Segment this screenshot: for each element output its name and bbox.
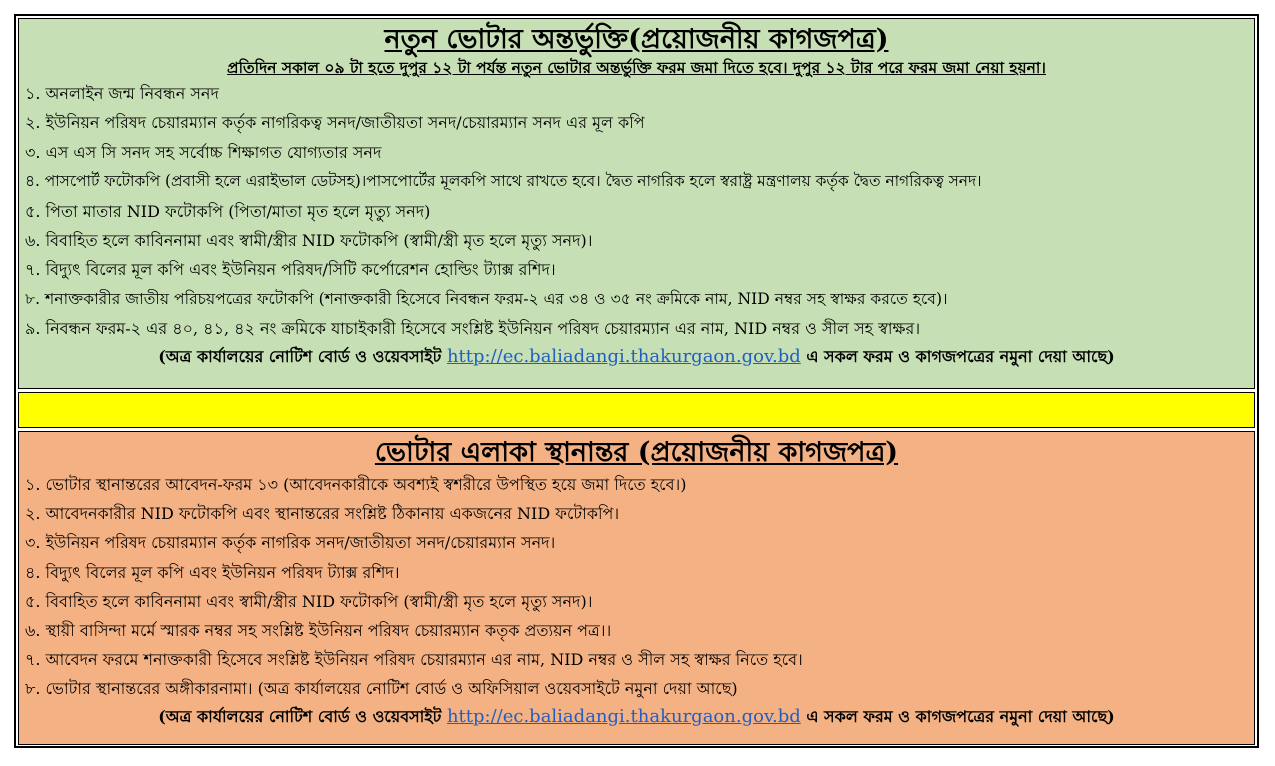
list-item: ৫. বিবাহিত হলে কাবিননামা এবং স্বামী/স্ত্রীর NID ফটোকপি (স্বামী/স্ত্রী মৃত হলে মৃত্যু সনদ)।: [25, 591, 593, 611]
transfer-footer: [19, 704, 1254, 730]
new-voter-requirements-list: [19, 79, 1254, 344]
new-voter-footer: [19, 344, 1254, 370]
transfer-section: [18, 431, 1255, 745]
list-item: ২. আবেদনকারীর NID ফটোকপি এবং স্থানান্তরের সংশ্লিষ্ট ঠিকানায় একজনের NID ফটোকপি।: [25, 504, 620, 524]
submission-time-notice: প্রতিদিন সকাল ০৯ টা হতে দুপুর ১২ টা পর্যন্ত নতুন ভোটার অন্তর্ভুক্তি ফরম জমা দিতে হবে। দুপুর ১২ টার পরে ফরম জমা নেয়া হয়না।: [227, 58, 1046, 77]
list-item: ৪. বিদ্যুৎ বিলের মূল কপি এবং ইউনিয়ন পরিষদ ট্যাক্স রশিদ।: [25, 562, 400, 582]
new-voter-title: নতুন ভোটার অন্তর্ভুক্তি(প্রয়োজনীয় কাগজপত্র): [384, 24, 889, 55]
notice-table: [14, 14, 1259, 748]
list-item: ৬. স্থায়ী বাসিন্দা মর্মে স্মারক নম্বর সহ সংশ্লিষ্ট ইউনিয়ন পরিষদ চেয়ারম্যান কতৃক প্রত্যয়ন পত্র।।: [25, 621, 612, 641]
list-item: ৭. বিদ্যুৎ বিলের মূল কপি এবং ইউনিয়ন পরিষদ/সিটি কর্পোরেশন হোল্ডিং ট্যাক্স রশিদ।: [25, 260, 556, 280]
transfer-requirements-list: [19, 470, 1254, 704]
list-item: ৩. ইউনিয়ন পরিষদ চেয়ারম্যান কর্তৃক নাগরিক সনদ/জাতীয়তা সনদ/চেয়ারম্যান সনদ।: [25, 533, 556, 553]
website-link[interactable]: http://ec.baliadangi.thakurgaon.gov.bd: [446, 705, 801, 727]
new-voter-section: [18, 18, 1255, 389]
list-item: ৪. পাসপোর্ট ফটোকপি (প্রবাসী হলে এরাইভাল ডেটসহ)।পাসপোর্টের মূলকপি সাথে রাখতে হবে। দ্বৈত নাগরিক হলে স্বরাষ্ট্র মন্ত্রণালয় কর্তৃক দ্বৈত নাগরিকত্ব সনদ।: [25, 172, 982, 191]
list-item: ১. অনলাইন জন্ম নিবন্ধন সনদ: [25, 84, 219, 103]
list-item: ৮. ভোটার স্থানান্তরের অঙ্গীকারনামা। (অত্র কার্যালয়ের নোটিশ বোর্ড ও অফিসিয়াল ওয়েবসাইটে নমুনা দেয়া আছে): [25, 679, 738, 699]
transfer-title: ভোটার এলাকা স্থানান্তর (প্রয়োজনীয় কাগজপত্র): [374, 437, 899, 468]
footer-text-before: (অত্র কার্যালয়ের নোটিশ বোর্ড ও ওয়েবসাইট: [158, 706, 447, 726]
website-link[interactable]: http://ec.baliadangi.thakurgaon.gov.bd: [446, 345, 801, 367]
list-item: ৫. পিতা মাতার NID ফটোকপি (পিতা/মাতা মৃত হলে মৃত্যু সনদ): [25, 201, 431, 221]
list-item: ৮. শনাক্তকারীর জাতীয় পরিচয়পত্রের ফটোকপি (শনাক্তকারী হিসেবে নিবন্ধন ফরম-২ এর ৩৪ ও ৩৫ নং ক্রমিকে নাম, NID নম্বর সহ স্বাক্ষর করতে হবে)।: [25, 289, 948, 308]
list-item: ২. ইউনিয়ন পরিষদ চেয়ারম্যান কর্তৃক নাগরিকত্ব সনদ/জাতীয়তা সনদ/চেয়ারম্যান সনদ এর মূল কপি: [25, 113, 645, 133]
footer-text-before: (অত্র কার্যালয়ের নোটিশ বোর্ড ও ওয়েবসাইট: [158, 346, 447, 366]
list-item: ৭. আবেদন ফরমে শনাক্তকারী হিসেবে সংশ্লিষ্ট ইউনিয়ন পরিষদ চেয়ারম্যান এর নাম, NID নম্বর ও সীল সহ স্বাক্ষর নিতে হবে।: [25, 650, 803, 670]
separator-band: [18, 392, 1255, 428]
list-item: ৬. বিবাহিত হলে কাবিননামা এবং স্বামী/স্ত্রীর NID ফটোকপি (স্বামী/স্ত্রী মৃত হলে মৃত্যু সনদ)।: [25, 231, 593, 251]
footer-text-after: এ সকল ফরম ও কাগজপত্রের নমুনা দেয়া আছে): [800, 706, 1115, 726]
list-item: ১. ভোটার স্থানান্তরের আবেদন-ফরম ১৩ (আবেদনকারীকে অবশ্যই স্বশরীরে উপস্থিত হয়ে জমা দিতে হবে।): [25, 475, 687, 494]
list-item: ৯. নিবন্ধন ফরম-২ এর ৪০, ৪১, ৪২ নং ক্রমিকে যাচাইকারী হিসেবে সংশ্লিষ্ট ইউনিয়ন পরিষদ চেয়ারম্যান এর নাম, NID নম্বর ও সীল সহ স্বাক্ষর।: [25, 319, 921, 339]
footer-text-after: এ সকল ফরম ও কাগজপত্রের নমুনা দেয়া আছে): [800, 346, 1115, 366]
list-item: ৩. এস এস সি সনদ সহ সর্বোচ্চ শিক্ষাগত যোগ্যতার সনদ: [25, 142, 382, 162]
